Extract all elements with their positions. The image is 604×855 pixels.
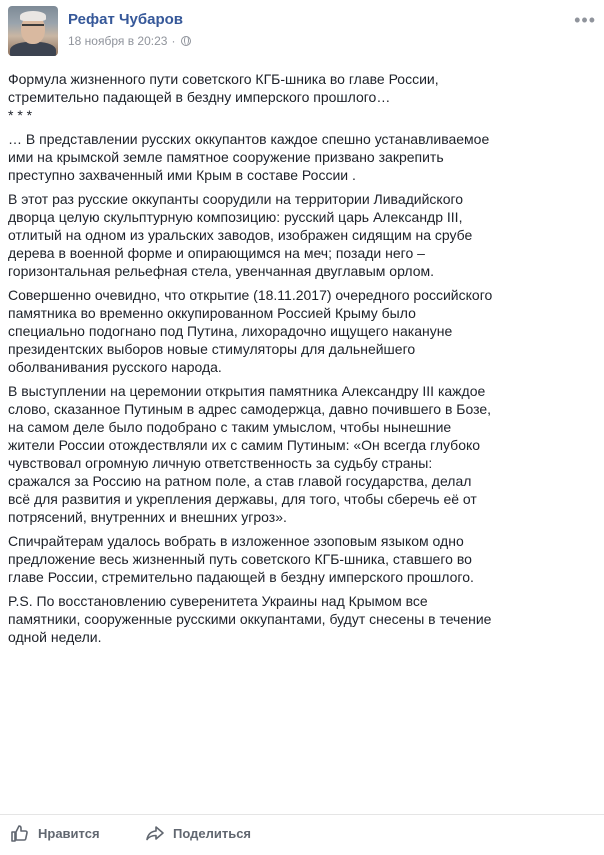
post-paragraph-6: Спичрайтерам удалось вобрать в изложенное эзоповым языком одно предложение весь жизненный путь советского КГБ-шника, ставшего во главе России, стремительно падающей в бездну имперского прошлого. (8, 533, 474, 585)
post-timestamp[interactable]: 18 ноября в 20:23 (68, 34, 168, 48)
globe-icon[interactable] (181, 36, 191, 46)
post-meta (68, 34, 191, 48)
share-button[interactable] (145, 823, 251, 843)
post-paragraph-5: В выступлении на церемонии открытия памятника Александру III каждое слово, сказанное Путиным в адрес самодержца, давно почившего в Бозе, на самом деле было подобрано с таким умыслом, чтобы нынешние жители России отождествляли их с самим Путиным: «Он всегда глубоко чувствовал огромную личную ответственность за судьбу страны: сражался за Россию на ратном поле, а став главой государства, делал всё для развития и укрепления державы, для того, чтобы сберечь её от потрясений, внутренних и внешних угроз». (8, 383, 492, 525)
share-arrow-icon (145, 823, 165, 843)
author-name-link[interactable]: Рефат Чубаров (68, 11, 183, 28)
more-horizontal-icon[interactable]: ••• (574, 10, 596, 30)
meta-separator: · (171, 34, 176, 48)
post-header (8, 6, 596, 58)
author-avatar[interactable] (8, 6, 58, 56)
post-paragraph-2: … В представлении русских оккупантов каждое спешно устанавливаемое ими на крымской земле памятное сооружение призвано закрепить преступно захваченный ими Крым в составе России . (8, 131, 490, 183)
post-paragraph-3: В этот раз русские оккупанты соорудили на территории Ливадийского дворца целую скульптурную композицию: русский царь Александр III, отлитый на одном из уральских заводов, изображен сидящим на срубе дерева в военной форме и опирающимся на меч; позади него – горизонтальная рельефная стела, увенчанная двуглавым орлом. (8, 191, 473, 279)
post-content (8, 70, 590, 652)
thumbs-up-icon (10, 823, 30, 843)
like-label: Нравится (38, 825, 100, 841)
post-paragraph-4: Совершенно очевидно, что открытие (18.11.2017) очередного российского памятника во временно оккупированном Россией Крыму было специально подогнано под Путина, лихорадочно ищущего накануне президентских выборов новые стимуляторы для дальнейшего оболванивания русского народа. (8, 287, 493, 375)
avatar-hair (20, 11, 46, 21)
avatar-suit (10, 42, 56, 56)
share-label: Поделиться (173, 825, 252, 841)
avatar-glasses (22, 24, 44, 32)
like-button[interactable] (10, 823, 100, 843)
post-paragraph-7: P.S. По восстановлению суверенитета Украины над Крымом все памятники, сооруженные русскими оккупантами, будут снесены в течение одной недели. (8, 593, 492, 645)
post-actions-bar (0, 814, 604, 855)
post-paragraph-1: Формула жизненного пути советского КГБ-шника во главе России, стремительно падающей в бездну имперского прошлого… * * * (8, 71, 439, 123)
